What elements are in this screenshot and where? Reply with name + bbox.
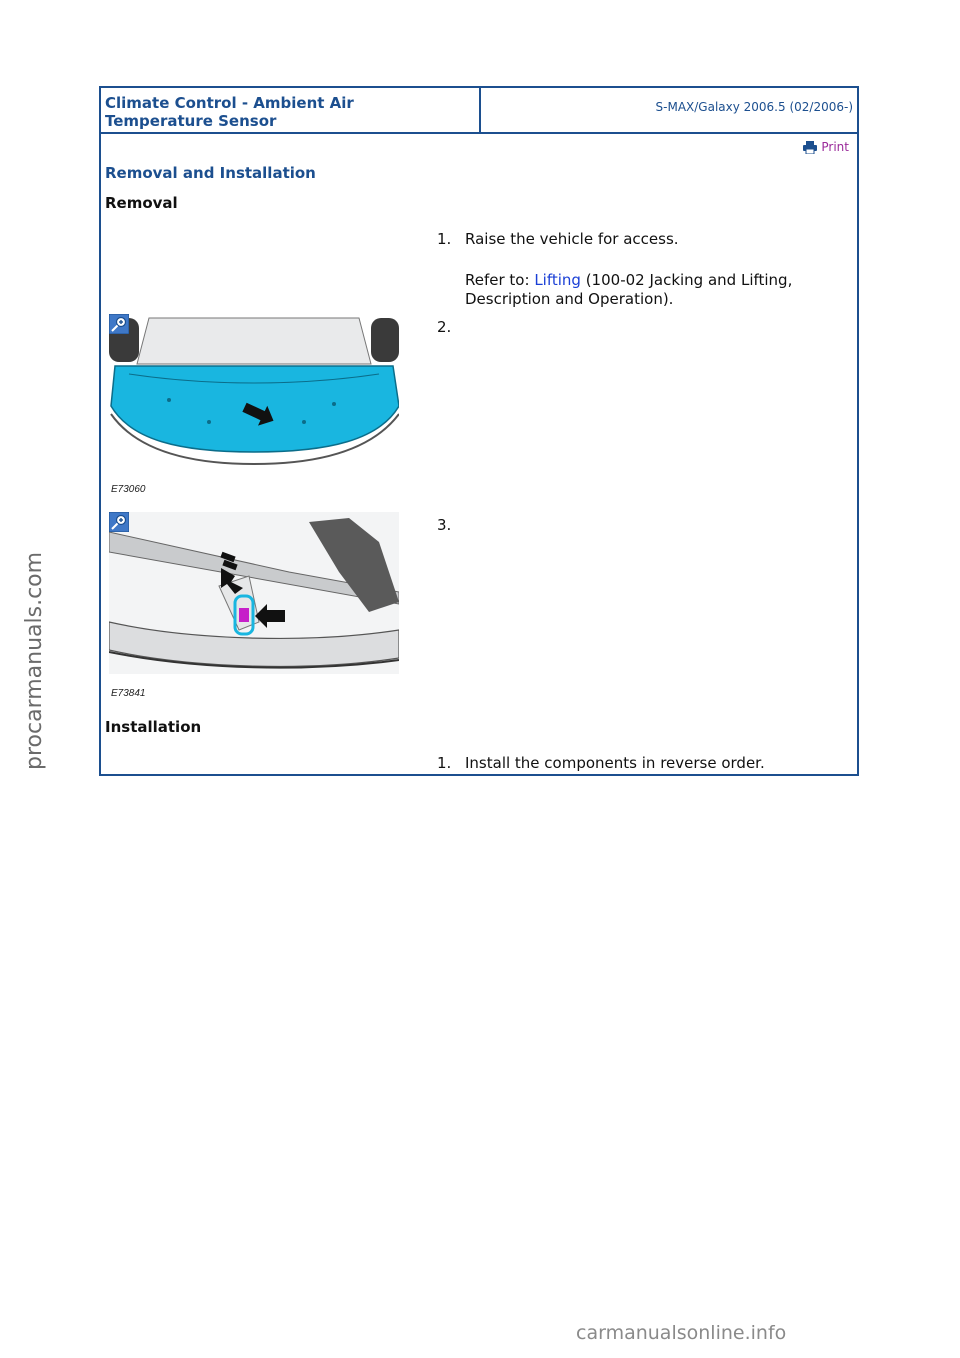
- printer-icon: [803, 141, 817, 154]
- header-divider: [479, 88, 481, 132]
- zoom-icon[interactable]: [109, 314, 129, 334]
- section-title: Removal and Installation: [105, 164, 316, 182]
- lifting-link[interactable]: Lifting: [534, 271, 581, 289]
- side-watermark: procarmanuals.com: [22, 551, 47, 770]
- undershield-illustration: [109, 314, 399, 466]
- step-number: 3.: [437, 516, 452, 534]
- document-frame: [99, 86, 859, 776]
- step-number: 1.: [437, 230, 452, 248]
- installation-heading: Installation: [105, 718, 202, 736]
- reference-suffix: (100-02 Jacking and Lifting, Description and Operation).: [465, 271, 793, 308]
- sensor-illustration: [109, 512, 399, 674]
- figure-label: E73060: [111, 484, 146, 495]
- figure-sensor: [109, 512, 399, 699]
- document-title: Climate Control - Ambient Air Temperature Sensor: [105, 94, 354, 130]
- document-header: [101, 88, 857, 134]
- print-label: Print: [821, 140, 849, 154]
- bottom-watermark: carmanualsonline.info: [576, 1322, 787, 1344]
- step-number: 1.: [437, 754, 452, 772]
- print-button[interactable]: [803, 140, 849, 154]
- zoom-icon[interactable]: [109, 512, 129, 532]
- model-reference: S-MAX/Galaxy 2006.5 (02/2006-): [655, 100, 853, 114]
- step-text: Raise the vehicle for access.: [465, 230, 679, 248]
- removal-heading: Removal: [105, 194, 178, 212]
- step-text: Install the components in reverse order.: [465, 754, 765, 772]
- figure-label: E73841: [111, 688, 146, 699]
- step-number: 2.: [437, 318, 452, 336]
- reference-prefix: Refer to:: [465, 271, 535, 289]
- step-reference: [465, 271, 845, 309]
- figure-undershield: [109, 314, 399, 494]
